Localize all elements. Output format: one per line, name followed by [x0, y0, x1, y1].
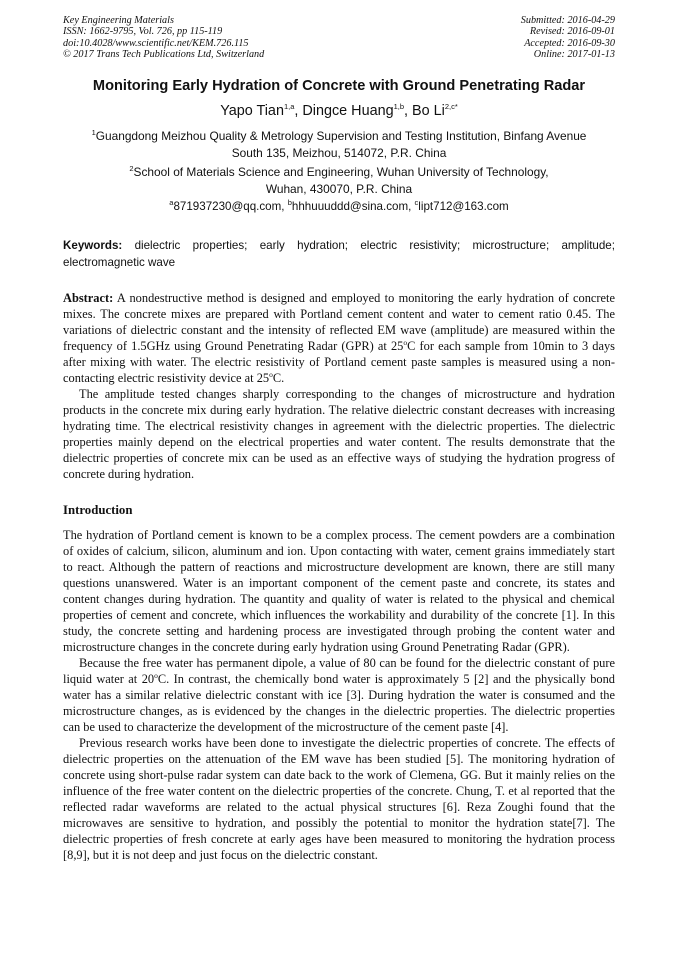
author-separator: ,: [404, 103, 413, 119]
author-superscript: 1,b: [393, 102, 405, 112]
degree-superscript: o: [154, 670, 158, 680]
journal-name: Key Engineering Materials: [63, 15, 174, 26]
copyright-line: © 2017 Trans Tech Publications Ltd, Switzerland: [63, 49, 265, 61]
section-heading: Introduction: [63, 503, 133, 517]
affiliation-2: [60, 164, 618, 198]
intro-text: Because the free water has permanent dipole, a value of 80 can be found for the dielectric constant of pure liquid water at 20: [63, 656, 615, 686]
affiliation-line: Guangdong Meizhou Quality & Metrology Supervision and Testing Institution, Binfang Avenue: [95, 129, 587, 143]
abstract-label: Abstract:: [63, 291, 114, 305]
paper-title: Monitoring Early Hydration of Concrete with Ground Penetrating Radar: [92, 78, 586, 94]
affiliation-line: School of Materials Science and Engineering, Wuhan University of Technology,: [133, 165, 549, 179]
abstract-text: C.: [272, 371, 285, 385]
email-address[interactable]: 871937230@qq.com,: [173, 200, 288, 213]
email-address[interactable]: lipt712@163.com: [418, 200, 509, 213]
author-list: [30, 103, 648, 119]
email-superscript: b: [287, 198, 292, 208]
affiliation-line: South 135, Meizhou, 514072, P.R. China: [231, 146, 447, 160]
submitted-date: Submitted: 2016-04-29: [520, 15, 615, 26]
revised-date: Revised: 2016-09-01: [529, 26, 615, 38]
affiliation-superscript: 2: [129, 164, 134, 174]
author-name: Dingce Huang: [302, 103, 394, 119]
intro-paragraph: Previous research works have been done to investigate the dielectric properties of concrete. The effects of dielectric properties on the attenuation of the EM wave has been studied [5]. The monitoring hydration of concrete using short-pulse radar system can date back to the work of Clemena, GG. But it mainly relies on the influence of the free water content on the dielectric properties of the concrete. Chung, T. et al reported that the reflected radar waveforms are related to the actual physical structures [6]. Reza Zoughi found that the microwaves are sensitive to hydration, and possibly the potential to monitor the hydration state[7]. The dielectric properties of fresh concrete at early ages have been measured to monitoring the hydration process [8,9], but it is not deep and just focus on the dielectric constant.: [63, 736, 615, 862]
accepted-date: Accepted: 2016-09-30: [524, 37, 615, 49]
author-superscript: 2,c*: [444, 102, 458, 112]
affiliation-superscript: 1: [91, 128, 96, 138]
author-name: Yapo Tian: [220, 103, 284, 119]
degree-superscript: o: [269, 369, 273, 379]
keywords-label: Keywords:: [63, 239, 123, 252]
degree-superscript: o: [403, 337, 408, 347]
intro-paragraph: [63, 655, 615, 735]
online-date: Online: 2017-01-13: [533, 49, 615, 61]
abstract-paragraph: The amplitude tested changes sharply corresponding to the changes of microstructure and hydration products in the concrete mix during early hydration. The relative dielectric constant decreases with increasing hydrating time. The electrical resistivity changes in agreement with the dielectric properties. The dielectric properties mainly depend on the electrical properties and water content. The results demonstrate that the dielectric properties of concrete mix can be used as an effective ways of studying the hydration progress of concrete during hydration.: [63, 387, 615, 481]
abstract-text: A nondestructive method is designed and employed to monitoring the early hydration of concrete mixes. The concrete mixes are prepared with Portland cement content and water to cement ratio 0.45. The variations of dielectric constant and the intensity of reflected EM wave (amplitude) are measured within the frequency of 1.5GHz using Ground Penetrating Radar (GPR) at 25: [63, 291, 615, 353]
doi-line[interactable]: doi:10.4028/www.scientific.net/KEM.726.115: [63, 37, 249, 49]
affiliation-line: Wuhan, 430070, P.R. China: [265, 182, 413, 196]
abstract-section: [63, 290, 615, 482]
affiliation-1: [60, 128, 618, 162]
email-superscript: a: [169, 198, 174, 208]
email-address[interactable]: hhhuuuddd@sina.com,: [291, 200, 415, 213]
introduction-section: [63, 527, 615, 863]
keywords-block: [63, 237, 615, 271]
intro-paragraph: The hydration of Portland cement is known to be a complex process. The cement powders are a combination of oxides of calcium, silicon, aluminum and ion. Upon contacting with water, cement grains immediately start to react. Although the pattern of reactions and microstructure development are known, there are still many questions unanswered. Water is an important component of the cement paste and concrete, its states and content changes during hydration. The quantity and quality of water is related to the physical and chemical properties of cement and concrete, which influences the workability and durability of the concrete [1]. In this study, the concrete setting and hardening process are investigated through probing the content water and microstructure changes in the concrete during early hydration using Ground Penetrating Radar (GPR).: [63, 528, 615, 654]
abstract-text: C for each sample from 10min to 3 days after mixing with water. The electric resistivity of Portland cement paste samples is measured using a non-contacting electric resistivity device at 25: [63, 339, 615, 385]
journal-header: [63, 15, 264, 61]
email-superscript: c: [414, 198, 419, 208]
issn-line: ISSN: 1662-9795, Vol. 726, pp 115-119: [63, 26, 223, 38]
email-list: [30, 200, 648, 213]
intro-text: C. In contrast, the chemically bond water is approximately 5 [2] and the physically bond water has a similar relative dielectric constant with ice [3]. During hydration the water is consumed and the microstructure changes, as is evidenced by the changes in the dielectric properties. The dielectric properties can be used to characterize the development of the microstructure of the cement paste [4].: [63, 672, 616, 734]
author-name: Bo Li: [412, 103, 445, 119]
abstract-paragraph: [63, 290, 615, 386]
keywords-text: dielectric properties; early hydration; electric resistivity; microstructure; amplitude; electromagnetic wave: [63, 239, 615, 269]
author-separator: ,: [294, 103, 303, 119]
author-superscript: 1,a: [283, 102, 295, 112]
dates-header: [521, 15, 615, 61]
